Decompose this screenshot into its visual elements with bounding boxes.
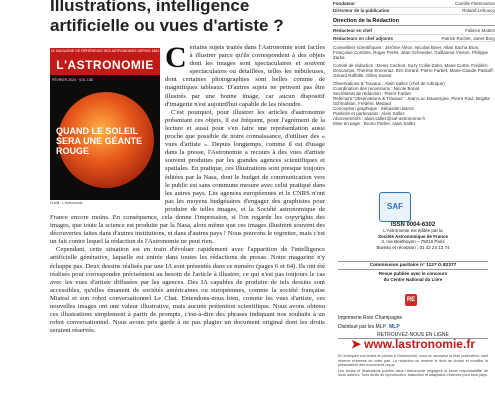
- printer: Imprimerie Roto Champagne: [338, 315, 403, 321]
- role-name: Fabrice Mottez: [465, 27, 495, 33]
- re-logo-box: [338, 292, 488, 308]
- masthead-row: [333, 0, 495, 8]
- coordination: Coordination des recensions : Nicole Bonal: [333, 86, 420, 92]
- role-name: Roland Lehoucq: [462, 8, 495, 14]
- promo-line: du Centre National du Livre: [383, 276, 443, 282]
- mlp-logo: MLP: [389, 324, 400, 330]
- conception: Conception graphique : Sébastien Baros: [333, 106, 414, 112]
- comite-redaction: Comité de rédaction : Denis Cachon, Suzy Collin-Zahn, Marie Curtis, Frédéric Descamps, Thérèse Encrenaz, Éric Evrard, Pierre Farbet, Marie-Claude Paskoff, Gérard Raffalle, Gilles Sautot: [333, 63, 494, 79]
- cover-headline: QUAND LE SOLEIL SERA UNE GÉANTE ROUGE: [56, 126, 143, 156]
- article-intro-text: ertains sujets traités dans l'Astronomie sont faciles à illustrer parce qu'ils correspondent à des objets dont les images sont spectaculaires et souvent spectaculaires ou détaillées, telles les nébuleuses, dont certaines photographies sont belles comme de magnifiques tableaux. D'autres sujets ne peuvent pas être illustrés par une bonne image, car aucun dispositif d'imagerie n'est aujourd'hui capable de les résoudre.: [165, 44, 325, 108]
- legal-paragraph: En envoyant vos textes et photos à l'Astronomie, vous en acceptez la libre publication, sauf réserve expresse de votre part. La rédaction se réserve le droit de choisir et modifier la présentation des documents reçus.: [338, 354, 488, 367]
- cnl-promo: [338, 271, 488, 282]
- cover-caption: Crédit : L'Astronomie: [50, 201, 83, 205]
- issn: ISSN 0004-6302: [390, 222, 436, 228]
- cover-top-band: LE MAGAZINE DE RÉFÉRENCE DES ASTRONOMES DEPUIS 1882: [50, 49, 160, 53]
- website-link[interactable]: [338, 337, 488, 351]
- imprint-line: Société Astronomique de France: [377, 233, 449, 239]
- cover-spacer: [50, 44, 165, 208]
- redaction-section: [333, 18, 495, 42]
- conseillers: Conseillers scientifiques : Jérôme Aléon, Nicolas Biver, Allan Sacha Brun, Françoise Combes, Roger Ferlet, Jean Schneider, Guillaume Vinson, Philippe Zarka: [333, 45, 488, 61]
- role-label: Directeur de la publication: [333, 8, 390, 14]
- masthead-row: [333, 35, 495, 43]
- role-label: Fondateur: [333, 0, 355, 6]
- redaction-title: Direction de la Rédaction: [333, 18, 495, 26]
- commission-paritaire: Commission paritaire n° 1127 G 82377: [338, 261, 488, 270]
- article-title: Illustrations, intelligence artificielle ou vues d'artiste ?: [50, 0, 284, 35]
- arrow-right-icon: ➤: [351, 337, 362, 351]
- role-label: Rédacteurs en chef adjoints: [333, 35, 394, 41]
- article-body: [50, 41, 325, 335]
- masthead-row: [333, 27, 495, 35]
- cover-masthead: L'ASTRONOMIE: [50, 55, 160, 75]
- article-paragraph-1: C'est pourquoi, pour illustrer les articles d'astronomie présentant ces objets, il est fréquent, pour l'agrément de la lecture et aussi pour s'en faire une représentation aussi proche que possible de notre connaissance, d'utiliser des « vues d'artiste ». Depuis longtemps, comme il est d'usage dans la presse, l'Astronomie a recours à des vues d'artiste souvent produites par les grandes agences scientifiques et spatiales. En pratique, ces illustrations sont presque toujours éditées par la Nasa, dont le budget de communication vers le public est sans commune mesure avec celui pratiqué dans les autres pays. Les agences européennes et le CNRS n'ont pas les moyens budgétaires d'engager des graphistes pour produire de telles images, et la Société astronomique de France encore moins. En conséquence, cela donne l'impression, si l'on regarde les copyrights des images, que toute la science est produite par la Nasa, alors même que ces images illustrent souvent des découvertes faites dans d'autres institutions, et dans d'autres pays ! Nous pouvons le regretter, mais c'est un fait contre lequel la rédaction de l'Astronomie ne peut rien.: [50, 108, 325, 246]
- website-url[interactable]: www.lastronomie.fr: [364, 337, 475, 351]
- legal-paragraph: Les textes et illustrations publiés dans l'Astronomie engagent la seule responsabilité de leurs auteurs. Tous droits de reproduction, traduction et adaptation réservés pour tous pays.: [338, 368, 488, 377]
- drop-cap: C: [165, 41, 187, 74]
- distributor-label: Distribué par les MLP: [338, 324, 386, 330]
- distributor: [338, 324, 488, 330]
- imprint-line: Bureau et réception : 01 42 24 13 74: [376, 244, 450, 250]
- secretariat: Secrétariat de rédaction : Pierre Farbet: [333, 91, 411, 97]
- relecture: Relecture 'Observations & Travaux' : Jean-Luc Dauvergne, Pierre Paul, Brigitte Schmahlan, Frédéric Medard: [333, 96, 491, 107]
- imprint-line: 3, rue Beethoven – 75016 Paris: [381, 239, 445, 244]
- saf-logo: SAF: [379, 192, 411, 222]
- masthead-column: [333, 0, 495, 126]
- masthead-row: [333, 8, 495, 16]
- publicite: Publicité et partenariat : Alain Sallez: [333, 111, 405, 117]
- promo-line: Revue publiée avec le concours: [378, 271, 448, 276]
- article-paragraph-2: Cependant, cette situation est en train d'évoluer rapidement avec l'apparition de l'intelligence artificielle générative, laquelle est entrée dans toutes les rédactions de presse. Notre magazine n'y échappe pas. Deux dessins réalisés par une IA sont présentés dans ce numéro (pages 6 et 64). Ils ont été réalisés pour correspondre précisément au besoin de l'article à illustrer, ce qui n'est pas toujours le cas avec les vues d'artiste diffusées par les agences. Des IA capables de produire de tels dessins sont accessibles, qu'elles émanent de sociétés américaines ou européennes, comme la société française Mistral et son robot conversationnel Le Chat. Entendons-nous bien, comme les vues d'artiste, ces nouvelles images ont une valeur illustrative, mais aucune prétention scientifique. Nous avons obtenu ces illustrations simplement à partir de prompts, c'est-à-dire des phrases indiquant nos souhaits à un robot conversationnel. Nous avons pris garde à ne pas plagier un document original dont les droits seraient réservés.: [50, 246, 325, 335]
- observations: Observations & Travaux : Alain Sallez (chef de rubrique): [333, 81, 445, 87]
- cover-issue: FÉVRIER 2024 · VOL 138: [52, 78, 93, 82]
- role-name: Camille Flammarion: [454, 0, 495, 6]
- role-name: Patrick Rocher, Janet Borg: [441, 35, 495, 41]
- imprint-block: [338, 222, 488, 250]
- imprint-line: L'Astronomie est éditée par la: [383, 228, 443, 233]
- role-label: Rédacteur en chef: [333, 27, 373, 33]
- online-label: RETROUVEZ-NOUS EN LIGNE: [338, 332, 488, 339]
- legal-notice: [338, 354, 488, 379]
- abonnements: Abonnements : alain.sallez@saf-astronomie.fr: [333, 116, 426, 122]
- re-logo-icon: RE: [405, 294, 417, 306]
- mise-en-page: Mise en page : Bruno Parlier, Alain Sallez: [333, 121, 416, 127]
